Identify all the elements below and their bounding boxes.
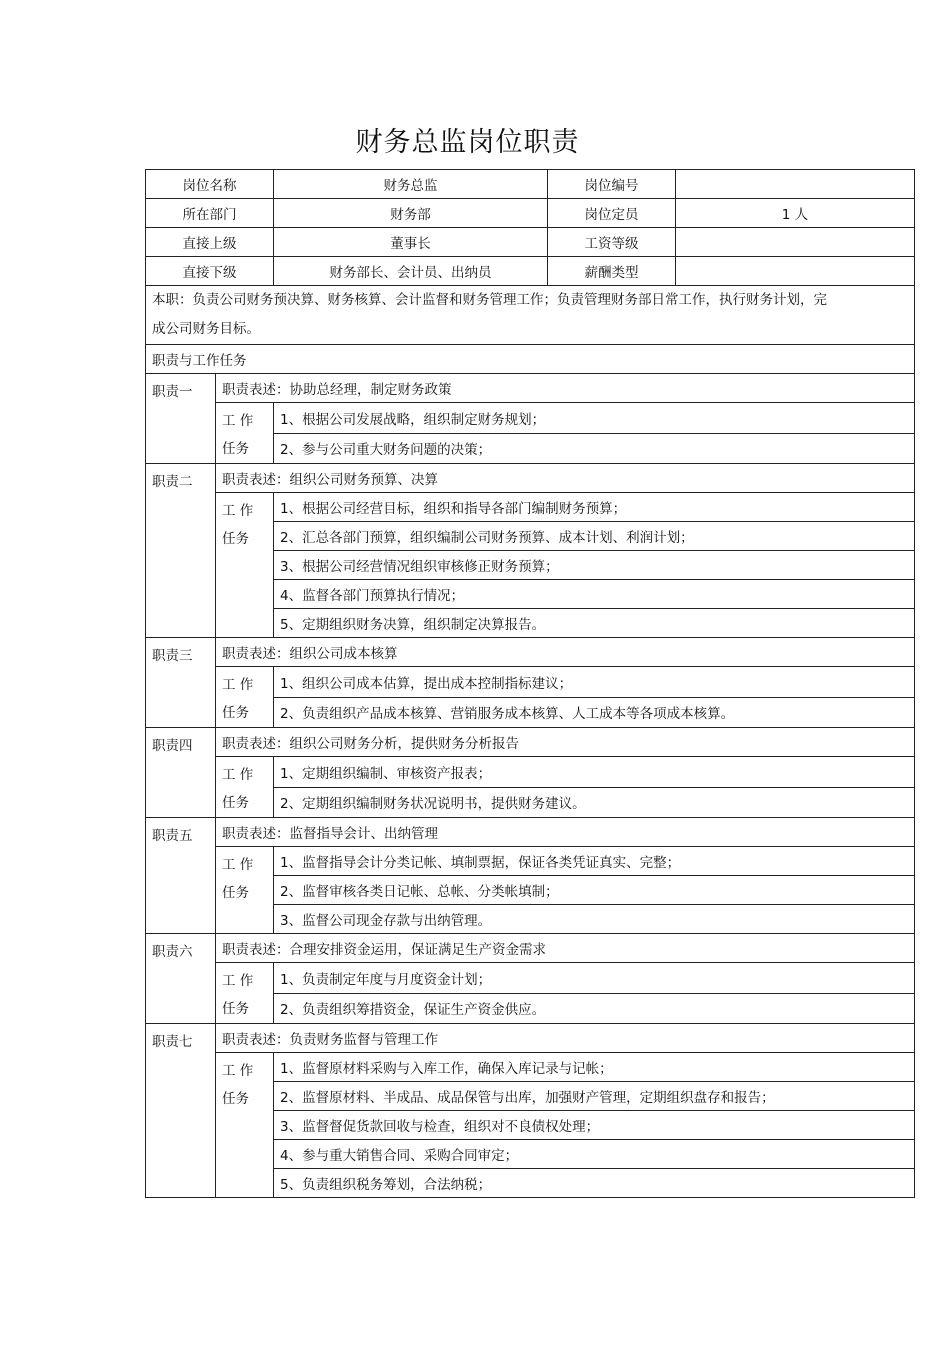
info-key: 岗位定员	[548, 199, 676, 228]
info-row	[146, 257, 915, 286]
duty-description: 职责表述：组织公司成本核算	[216, 638, 915, 667]
task-item: 3、监督公司现金存款与出纳管理。	[274, 905, 915, 934]
info-value: 财务部长、会计员、出纳员	[274, 257, 548, 286]
info-value	[676, 228, 915, 257]
duty-description: 职责表述：协助总经理，制定财务政策	[216, 374, 915, 403]
info-key: 所在部门	[146, 199, 274, 228]
info-key: 直接上级	[146, 228, 274, 257]
task-row	[146, 667, 915, 698]
duty-desc-row	[146, 818, 915, 847]
info-value: 财务总监	[274, 170, 548, 199]
task-item: 1、根据公司发展战略，组织制定财务规划；	[274, 403, 915, 434]
duties-header-row	[146, 345, 915, 374]
duty-description: 职责表述：合理安排资金运用，保证满足生产资金需求	[216, 934, 915, 963]
info-key: 岗位名称	[146, 170, 274, 199]
info-key: 工资等级	[548, 228, 676, 257]
summary-row	[146, 286, 915, 345]
task-label: 工 作 任务	[216, 667, 274, 728]
info-value	[676, 257, 915, 286]
job-summary: 本职：负责公司财务预决算、财务核算、会计监督和财务管理工作；负责管理财务部日常工作，执行财务计划，完成公司财务目标。	[146, 286, 915, 345]
task-item: 2、监督原材料、半成品、成品保管与出库，加强财产管理，定期组织盘存和报告；	[274, 1082, 915, 1111]
task-row	[146, 757, 915, 788]
duty-desc-row	[146, 1024, 915, 1053]
duty-name: 职责四	[146, 728, 216, 818]
task-item: 4、监督各部门预算执行情况；	[274, 580, 915, 609]
duty-desc-row	[146, 934, 915, 963]
info-key: 薪酬类型	[548, 257, 676, 286]
task-label: 工 作 任务	[216, 493, 274, 638]
task-item: 2、负责组织产品成本核算、营销服务成本核算、人工成本等各项成本核算。	[274, 697, 915, 728]
duty-description: 职责表述：负责财务监督与管理工作	[216, 1024, 915, 1053]
task-item: 2、参与公司重大财务问题的决策；	[274, 433, 915, 464]
task-label: 工 作 任务	[216, 1053, 274, 1198]
duty-name: 职责三	[146, 638, 216, 728]
duty-description: 职责表述：组织公司财务预算、决算	[216, 464, 915, 493]
task-item: 5、定期组织财务决算，组织制定决算报告。	[274, 609, 915, 638]
task-label: 工 作 任务	[216, 963, 274, 1024]
duty-name: 职责一	[146, 374, 216, 464]
task-label: 工 作 任务	[216, 757, 274, 818]
task-item: 2、定期组织编制财务状况说明书，提供财务建议。	[274, 787, 915, 818]
task-item: 1、根据公司经营目标，组织和指导各部门编制财务预算；	[274, 493, 915, 522]
task-item: 5、负责组织税务筹划，合法纳税；	[274, 1169, 915, 1198]
task-item: 1、负责制定年度与月度资金计划；	[274, 963, 915, 994]
info-value: 董事长	[274, 228, 548, 257]
task-row	[146, 963, 915, 994]
task-row	[146, 1053, 915, 1082]
duty-description: 职责表述：组织公司财务分析，提供财务分析报告	[216, 728, 915, 757]
duty-desc-row	[146, 728, 915, 757]
duty-name: 职责六	[146, 934, 216, 1024]
task-item: 3、监督督促货款回收与检查，组织对不良债权处理；	[274, 1111, 915, 1140]
task-item: 1、监督指导会计分类记帐、填制票据，保证各类凭证真实、完整；	[274, 847, 915, 876]
task-item: 4、参与重大销售合同、采购合同审定；	[274, 1140, 915, 1169]
duty-desc-row	[146, 638, 915, 667]
task-item: 3、根据公司经营情况组织审核修正财务预算；	[274, 551, 915, 580]
task-row	[146, 403, 915, 434]
job-description-table	[145, 169, 915, 1198]
page-title: 财务总监岗位职责	[355, 127, 580, 158]
task-label: 工 作 任务	[216, 403, 274, 464]
task-item: 1、组织公司成本估算，提出成本控制指标建议；	[274, 667, 915, 698]
info-key: 直接下级	[146, 257, 274, 286]
duty-desc-row	[146, 464, 915, 493]
duties-header: 职责与工作任务	[146, 345, 915, 374]
info-value: 1 人	[676, 199, 915, 228]
task-label: 工 作 任务	[216, 847, 274, 934]
task-row	[146, 847, 915, 876]
task-item: 1、定期组织编制、审核资产报表；	[274, 757, 915, 788]
task-item: 2、负责组织筹措资金，保证生产资金供应。	[274, 993, 915, 1024]
info-row	[146, 199, 915, 228]
duty-name: 职责七	[146, 1024, 216, 1198]
task-row	[146, 493, 915, 522]
duty-description: 职责表述：监督指导会计、出纳管理	[216, 818, 915, 847]
info-key: 岗位编号	[548, 170, 676, 199]
task-item: 2、监督审核各类日记帐、总帐、分类帐填制；	[274, 876, 915, 905]
info-value: 财务部	[274, 199, 548, 228]
info-row	[146, 170, 915, 199]
info-row	[146, 228, 915, 257]
info-value	[676, 170, 915, 199]
duty-name: 职责五	[146, 818, 216, 934]
duty-name: 职责二	[146, 464, 216, 638]
duty-desc-row	[146, 374, 915, 403]
task-item: 2、汇总各部门预算，组织编制公司财务预算、成本计划、利润计划；	[274, 522, 915, 551]
task-item: 1、监督原材料采购与入库工作，确保入库记录与记帐；	[274, 1053, 915, 1082]
